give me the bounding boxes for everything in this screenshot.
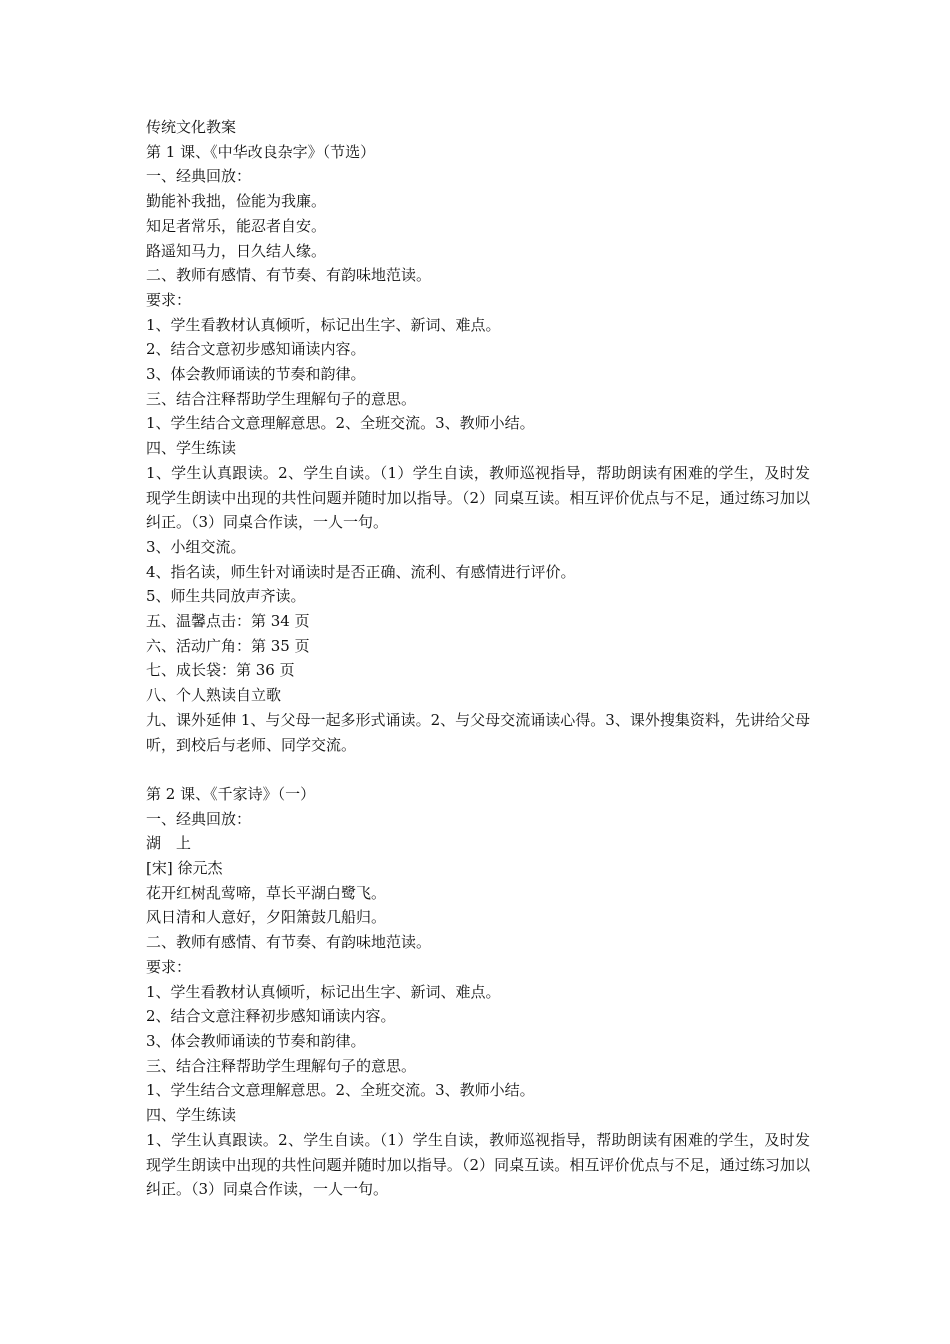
lesson2-poem-title: 湖 上 [146, 834, 192, 853]
lesson1-practice-paragraph: 1、学生认真跟读。2、学生自读。（1）学生自读，教师巡视指导，帮助朗读有困难的学生，及时发现学生朗读中出现的共性问题并随时加以指导。（2）同桌互读。相互评价优点与不足，通过练习加以纠正。（3）同桌合作读，一人一句。 [146, 463, 810, 532]
lesson2-section-annotation: 三、结合注释帮助学生理解句子的意思。 [146, 1056, 417, 1075]
lesson1-practice-item: 3、小组交流。 [146, 537, 246, 556]
lesson1-section-growth-bag: 七、成长袋：第 36 页 [146, 661, 295, 680]
lesson2-poem-line: 花开红树乱莺啼，草长平湖白鹭飞。 [146, 883, 387, 902]
lesson2-requirement-item: 3、体会教师诵读的节奏和韵律。 [146, 1032, 366, 1050]
lesson2-section-practice: 四、学生练读 [146, 1106, 237, 1125]
lesson1-section-activity: 六、活动广角：第 35 页 [146, 636, 310, 655]
lesson1-requirements-label: 要求： [146, 290, 192, 309]
lesson2-requirements-label: 要求： [146, 957, 192, 976]
lesson2-poem-line: 风日清和人意好，夕阳箫鼓几船归。 [146, 908, 387, 927]
lesson1-requirement-item: 3、体会教师诵读的节奏和韵律。 [146, 365, 366, 384]
lesson1-poem-line: 知足者常乐，能忍者自安。 [146, 216, 327, 235]
lesson2-section-model-reading: 二、教师有感情、有节奏、有韵味地范读。 [146, 933, 432, 952]
lesson2-requirement-item: 1、学生看教材认真倾听，标记出生字、新词、难点。 [146, 982, 501, 1001]
lesson2-requirement-item: 2、结合文意注释初步感知诵读内容。 [146, 1007, 396, 1026]
lesson1-section-model-reading: 二、教师有感情、有节奏、有韵味地范读。 [146, 266, 432, 285]
lesson1-poem-line: 路遥知马力，日久结人缘。 [146, 241, 327, 260]
lesson1-requirement-item: 2、结合文意初步感知诵读内容。 [146, 340, 366, 359]
lesson2-section-classic-review: 一、经典回放： [146, 809, 252, 828]
lesson1-section-extension: 九、课外延伸 1、与父母一起多形式诵读。2、与父母交流诵读心得。3、课外搜集资料，先讲给父母听，到校后与老师、同学交流。 [146, 710, 810, 754]
lesson1-section-annotation: 三、结合注释帮助学生理解句子的意思。 [146, 389, 417, 408]
lesson2-practice-paragraph: 1、学生认真跟读。2、学生自读。（1）学生自读，教师巡视指导，帮助朗读有困难的学生，及时发现学生朗读中出现的共性问题并随时加以指导。（2）同桌互读。相互评价优点与不足，通过练习加以纠正。（3）同桌合作读，一人一句。 [146, 1130, 810, 1199]
lesson1-section-practice: 四、学生练读 [146, 439, 237, 458]
lesson1-section-classic-review: 一、经典回放： [146, 167, 252, 186]
lesson1-section-click: 五、温馨点击：第 34 页 [146, 612, 310, 631]
lesson1-requirement-item: 1、学生看教材认真倾听，标记出生字、新词、难点。 [146, 315, 501, 334]
document-title: 传统文化教案 [146, 118, 237, 136]
lesson1-practice-item: 4、指名读，师生针对诵读时是否正确、流利、有感情进行评价。 [146, 562, 576, 581]
lesson1-section-self-reading: 八、个人熟读自立歌 [146, 686, 282, 705]
lesson1-poem-line: 勤能补我拙，俭能为我廉。 [146, 192, 327, 211]
lesson1-heading: 第 1 课、《中华改良杂字》（节选） [146, 142, 376, 161]
lesson2-heading: 第 2 课、《千家诗》（一） [146, 784, 316, 803]
lesson2-annotation-steps: 1、学生结合文意理解意思。2、全班交流。3、教师小结。 [146, 1081, 535, 1100]
lesson1-practice-item: 5、师生共同放声齐读。 [146, 587, 306, 606]
section-spacer [146, 757, 810, 782]
document-body [146, 115, 810, 1202]
lesson2-poem-author: [宋] 徐元杰 [146, 859, 223, 878]
lesson1-annotation-steps: 1、学生结合文意理解意思。2、全班交流。3、教师小结。 [146, 414, 535, 433]
